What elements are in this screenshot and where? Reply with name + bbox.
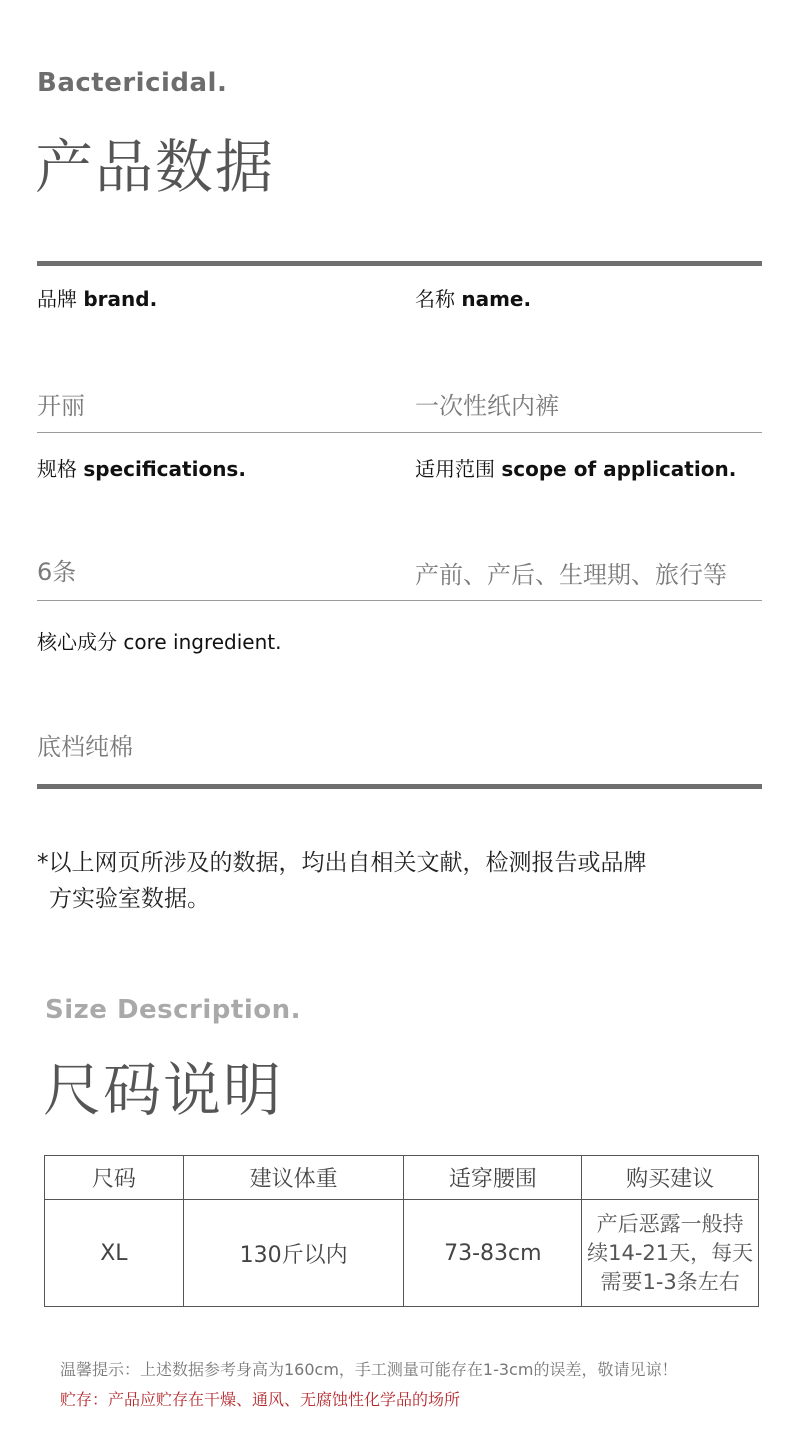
header-size: 尺码 xyxy=(45,1156,184,1200)
name-label xyxy=(415,283,531,312)
scope-label xyxy=(415,453,736,482)
spec-label-cn: 规格 xyxy=(37,457,77,481)
scope-value: 产前、产后、生理期、旅行等 xyxy=(415,561,727,589)
header-waist: 适穿腰围 xyxy=(404,1156,582,1200)
section-cn-title: 产品数据 xyxy=(35,133,276,201)
table-row xyxy=(45,1200,759,1307)
size-cn-title: 尺码说明 xyxy=(43,1056,284,1124)
ingredient-label-en: core ingredient. xyxy=(123,630,282,654)
scope-label-cn: 适用范围 xyxy=(415,457,495,481)
bottom-rule xyxy=(37,784,762,789)
brand-value: 开丽 xyxy=(37,392,85,420)
measurement-tip: 温馨提示：上述数据参考身高为160cm，手工测量可能存在1-3cm的误差，敬请见谅！ xyxy=(60,1360,678,1379)
data-source-note xyxy=(37,845,647,917)
divider xyxy=(37,432,762,433)
name-value: 一次性纸内裤 xyxy=(415,392,559,420)
spec-label-en: specifications. xyxy=(83,457,246,481)
header-weight: 建议体重 xyxy=(183,1156,404,1200)
top-rule xyxy=(37,261,762,266)
name-label-en: name. xyxy=(461,287,532,311)
ingredient-value: 底档纯棉 xyxy=(37,733,133,761)
header-advice: 购买建议 xyxy=(582,1156,759,1200)
size-table xyxy=(44,1155,759,1307)
cell-advice xyxy=(582,1200,759,1307)
brand-label-en: brand. xyxy=(83,287,158,311)
advice-line-2: 续14-21天，每天 xyxy=(587,1240,754,1265)
brand-label-cn: 品牌 xyxy=(37,287,77,311)
section-en-title: Bactericidal. xyxy=(37,68,228,98)
name-label-cn: 名称 xyxy=(415,287,455,311)
cell-size: XL xyxy=(45,1200,184,1307)
spec-label xyxy=(37,453,246,482)
advice-line-1: 产后恶露一般持 xyxy=(596,1211,744,1236)
brand-label xyxy=(37,283,157,312)
ingredient-label-cn: 核心成分 xyxy=(37,630,117,654)
storage-note: 贮存：产品应贮存在干燥、通风、无腐蚀性化学品的场所 xyxy=(60,1390,461,1409)
advice-line-3: 需要1-3条左右 xyxy=(600,1269,740,1294)
spec-value: 6条 xyxy=(37,558,77,586)
cell-weight: 130斤以内 xyxy=(183,1200,404,1307)
cell-waist: 73-83cm xyxy=(404,1200,582,1307)
scope-label-en: scope of application. xyxy=(501,457,737,481)
size-table-header xyxy=(45,1156,759,1200)
ingredient-label xyxy=(37,626,281,655)
size-en-title: Size Description. xyxy=(45,995,301,1025)
note-line-1: *以上网页所涉及的数据，均出自相关文献，检测报告或品牌 xyxy=(37,850,647,876)
note-line-2: 方实验室数据。 xyxy=(49,886,210,912)
divider xyxy=(37,600,762,601)
